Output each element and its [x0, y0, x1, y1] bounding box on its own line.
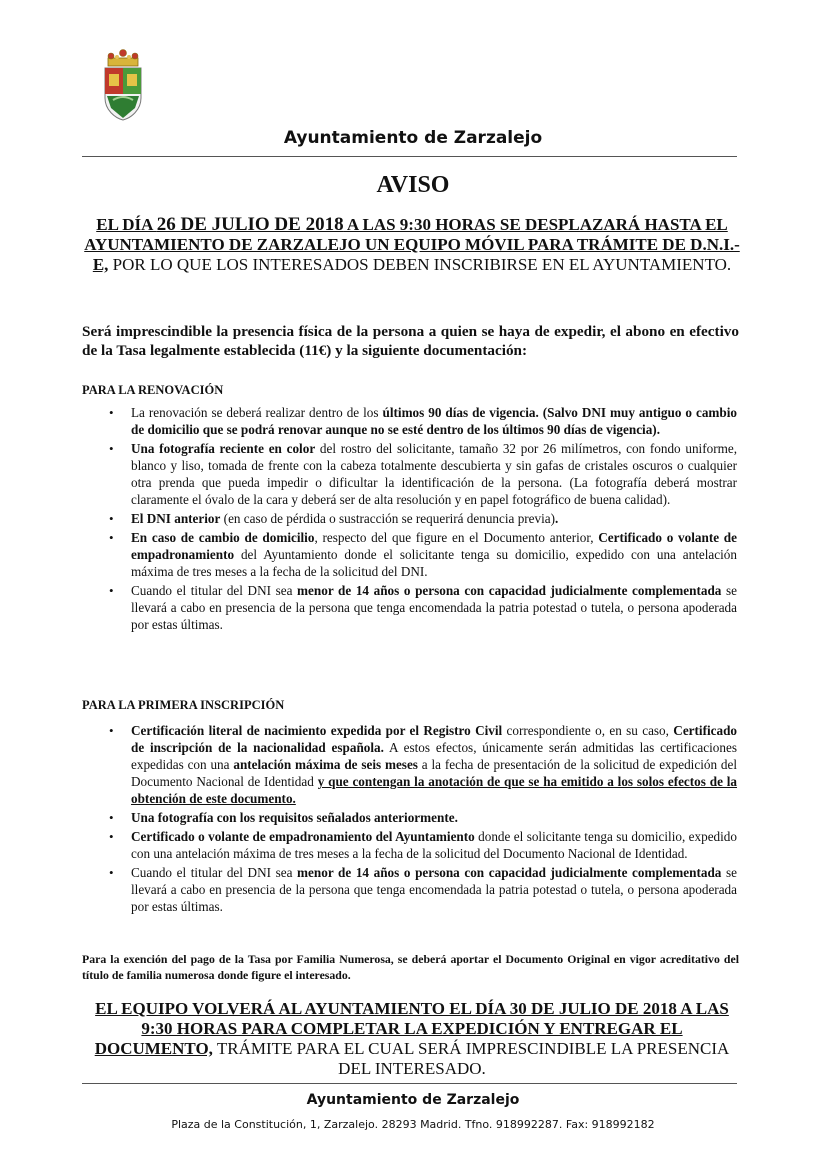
coat-of-arms-icon: [101, 48, 145, 122]
headline-date: 26 DE JULIO DE 2018: [156, 214, 344, 235]
list-item: • El DNI anterior (en caso de pérdida o sustracción se requerirá denuncia previa).: [82, 510, 737, 527]
final-notice-bold: EL EQUIPO VOLVERÁ AL AYUNTAMIENTO EL DÍA 30 DE JULIO DE 2018 A LAS 9:30 HORAS PARA COMPLETAR LA EXPEDICIÓN Y ENTREGAR EL DOCUMENTO,: [94, 999, 729, 1058]
final-notice-rest: TRÁMITE PARA EL CUAL SERÁ IMPRESCINDIBLE LA PRESENCIA DEL INTERESADO.: [212, 1039, 730, 1078]
headline-part-1: EL DÍA: [96, 215, 157, 234]
section-title-renovacion: PARA LA RENOVACIÓN: [82, 383, 224, 397]
notice-headline: [82, 215, 742, 275]
final-notice: [82, 999, 742, 1079]
footer-address: Plaza de la Constitución, 1, Zarzalejo. 28293 Madrid. Tfno. 918992287. Fax: 918992182: [171, 1118, 655, 1131]
footer-divider: [82, 1083, 737, 1084]
footer-org-name: Ayuntamiento de Zarzalejo: [306, 1092, 520, 1108]
header-divider: [82, 156, 737, 157]
primera-list: [82, 722, 737, 917]
intro-paragraph: Será imprescindible la presencia física de la persona a quien se haya de expedir, el abono en efectivo de la Tasa legalmente establecida (11€) y la siguiente documentación:: [82, 323, 739, 359]
headline-part-3: POR LO QUE LOS INTERESADOS DEBEN INSCRIBIRSE EN EL AYUNTAMIENTO.: [108, 255, 732, 274]
renovacion-list: [82, 404, 737, 635]
list-item: • Certificación literal de nacimiento expedida por el Registro Civil correspondiente o, en su caso, Certificado de inscripción de la nacionalidad española. A estos efectos, únicamente serán admitidas las certificaciones expedidas con una antelación máxima de seis meses a la fecha de presentación de la solicitud de expedición del Documento Nacional de Identidad y que contengan la anotación de que se ha emitido a los solos efectos de la obtención de este documento.: [82, 722, 737, 807]
header-org-name: Ayuntamiento de Zarzalejo: [283, 128, 543, 148]
exencion-note: Para la exención del pago de la Tasa por Familia Numerosa, se deberá aportar el Documento Original en vigor acreditativo del título de familia numerosa donde figure el interesado.: [82, 952, 739, 982]
list-item: • Cuando el titular del DNI sea menor de 14 años o persona con capacidad judicialmente complementada se llevará a cabo en presencia de la persona que tenga encomendada la patria potestad o tutela, o persona apoderada por estas últimas.: [82, 582, 737, 633]
list-item: • Cuando el titular del DNI sea menor de 14 años o persona con capacidad judicialmente complementada se llevará a cabo en presencia de la persona que tenga encomendada la patria potestad o tutela, o persona apoderada por estas últimas.: [82, 864, 737, 915]
list-item: • Certificado o volante de empadronamiento del Ayuntamiento donde el solicitante tenga su domicilio, expedido con una antelación máxima de tres meses a la fecha de la solicitud del Documento Nacional de Identidad.: [82, 828, 737, 862]
headline-part-2: A LAS 9:30 HORAS SE DESPLAZARÁ HASTA EL AYUNTAMIENTO DE ZARZALEJO UN EQUIPO MÓVIL PARA TRÁMITE DE D.N.I.-E,: [84, 215, 740, 274]
list-item: • La renovación se deberá realizar dentro de los últimos 90 días de vigencia. (Salvo DNI muy antiguo o cambio de domicilio que se podrá renovar aunque no se esté dentro de los últimos 90 días de vigencia).: [82, 404, 737, 438]
list-item: • En caso de cambio de domicilio, respecto del que figure en el Documento anterior, Certificado o volante de empadronamiento del Ayuntamiento donde el solicitante tenga su domicilio, expedido con una antelación máxima de tres meses a la fecha de la solicitud del DNI.: [82, 529, 737, 580]
notice-title: AVISO: [376, 172, 450, 198]
list-item: • Una fotografía con los requisitos señalados anteriormente.: [82, 809, 737, 826]
list-item: • Una fotografía reciente en color del rostro del solicitante, tamaño 32 por 26 milímetros, con fondo uniforme, blanco y liso, tomada de frente con la cabeza totalmente descubierta y sin gafas de cristales oscuros o cualquier otra prenda que pueda impedir o dificultar la identificación de la persona. (La fotografía deberá mostrar claramente el óvalo de la cara y deberá ser de alta resolución y en papel fotográfico de buena calidad).: [82, 440, 737, 508]
section-title-primera: PARA LA PRIMERA INSCRIPCIÓN: [82, 698, 285, 712]
